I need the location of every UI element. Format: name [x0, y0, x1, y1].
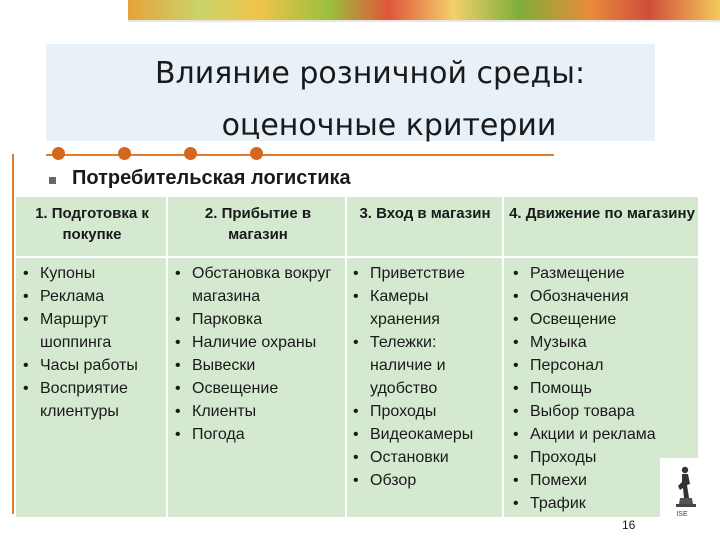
list-item: • Остановки [350, 446, 500, 469]
list-item: • Приветствие [350, 262, 500, 285]
page-number: 16 [622, 518, 636, 532]
list-item: • Погода [172, 423, 344, 446]
section-title: Потребительская логистика [72, 167, 351, 189]
list-item: • Парковка [172, 308, 344, 331]
table-header-3: 3. Вход в магазин [359, 205, 491, 222]
column-divider [166, 197, 168, 517]
svg-text:ISE: ISE [676, 511, 688, 518]
list-item: • Персонал [510, 354, 696, 377]
list-item: • Музыка [510, 331, 696, 354]
list-item: • Проходы [510, 446, 696, 469]
list-item: • Обозначения [510, 285, 696, 308]
column-divider [502, 197, 504, 517]
list-item: • Наличие охраны [172, 331, 344, 354]
list-item: • Реклама [20, 285, 164, 308]
slide-title-line1: Влияние розничной среды: [154, 56, 586, 91]
list-item: • Видеокамеры [350, 423, 500, 446]
list-item: • Размещение [510, 262, 696, 285]
list-item: • Акции и реклама [510, 423, 696, 446]
table-header-2: 2. Прибытие в магазин [204, 205, 312, 243]
square-bullet-icon [49, 177, 56, 184]
list-item: • Выбор товара [510, 400, 696, 423]
vertical-rule [12, 154, 14, 514]
bead-icon [52, 147, 65, 160]
strip-divider [128, 20, 720, 22]
slide-subtitle [0, 108, 720, 143]
list-item: • Освещение [172, 377, 344, 400]
list-item: • Вывески [172, 354, 344, 377]
list-item: • Маршрут шоппинга [20, 308, 164, 354]
list-item: • Восприятие клиентуры [20, 377, 164, 423]
list-item: • Обстановка вокруг магазина [172, 262, 344, 308]
list-item: • Освещение [510, 308, 696, 331]
list-item: • Тележки: наличие и удобство [350, 331, 500, 400]
header-divider [16, 256, 698, 258]
list-item: • Часы работы [20, 354, 164, 377]
bead-icon [184, 147, 197, 160]
list-item: • Трафик [510, 492, 696, 515]
slide-title [0, 56, 720, 91]
list-item: • Проходы [350, 400, 500, 423]
slide-title-line2: оценочные критерии [221, 108, 557, 143]
bead-icon [118, 147, 131, 160]
list-item: • Клиенты [172, 400, 344, 423]
table-header-1: 1. Подготовка к покупке [35, 205, 149, 243]
table-header-4: 4. Движение по магазину [509, 205, 695, 222]
list-item: • Обзор [350, 469, 500, 492]
logo [660, 458, 704, 520]
column-divider [345, 197, 347, 517]
column-3-list [350, 262, 500, 492]
column-1-list [20, 262, 164, 423]
list-item: • Купоны [20, 262, 164, 285]
list-item: • Помощь [510, 377, 696, 400]
decorative-photo-strip [128, 0, 720, 20]
list-item: • Помехи [510, 469, 696, 492]
bead-icon [250, 147, 263, 160]
list-item: • Камеры хранения [350, 285, 500, 331]
column-2-list [172, 262, 344, 446]
statue-logo-icon [660, 458, 704, 520]
